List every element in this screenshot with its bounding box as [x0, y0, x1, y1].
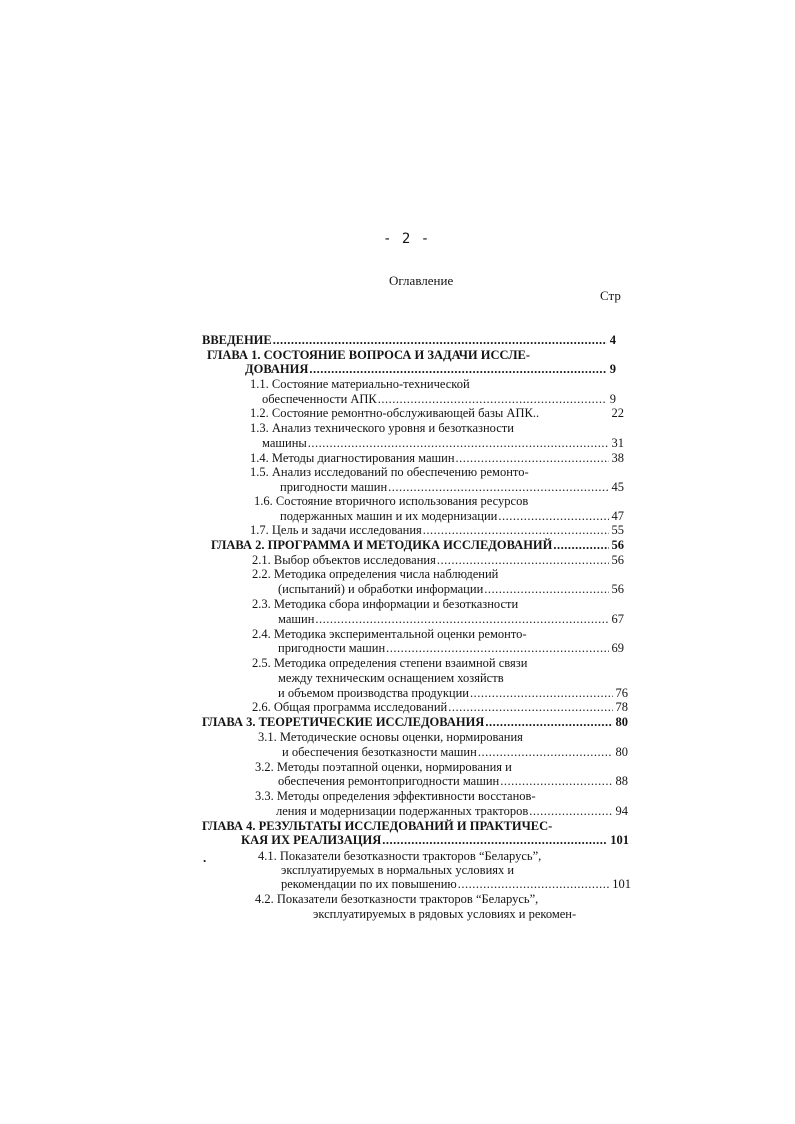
- toc-section-3-1-line1: 3.1. Методические основы оценки, нормирования: [258, 730, 523, 744]
- toc-chapter-1-line1: ГЛАВА 1. СОСТОЯНИЕ ВОПРОСА И ЗАДАЧИ ИССЛЕ-: [207, 348, 531, 362]
- toc-section-1-4: 1.4. Методы диагностирования машин ..... 38: [250, 451, 624, 466]
- page-number: - 2 -: [383, 231, 431, 247]
- toc-section-3-1: и обеспечения безотказности машин ..... 80: [282, 745, 628, 760]
- toc-section-3-3-line1: 3.3. Методы определения эффективности восстанов-: [255, 789, 536, 803]
- toc-section-2-3: машин ..... 67: [278, 612, 624, 627]
- toc-chapter-4: КАЯ ИХ РЕАЛИЗАЦИЯ ..... 101: [241, 833, 629, 848]
- toc-entry-intro: ВВЕДЕНИЕ ..... 4: [202, 333, 616, 348]
- toc-section-4-1-line1: 4.1. Показатели безотказности тракторов “Беларусь”,: [258, 849, 542, 863]
- toc-section-3-2-line1: 3.2. Методы поэтапной оценки, нормирования и: [255, 760, 512, 774]
- toc-chapter-4-line1: ГЛАВА 4. РЕЗУЛЬТАТЫ ИССЛЕДОВАНИЙ И ПРАКТИЧЕС-: [202, 819, 553, 833]
- toc-section-1-6: подержанных машин и их модернизации ..... 47: [280, 509, 624, 524]
- toc-section-1-1: обеспеченности АПК ..... 9: [262, 392, 616, 407]
- toc-chapter-2: ГЛАВА 2. ПРОГРАММА И МЕТОДИКА ИССЛЕДОВАНИЙ ..... 56: [211, 538, 624, 553]
- toc-section-2-4: пригодности машин ..... 69: [278, 641, 624, 656]
- toc-section-4-1: рекомендации по их повышению ..... 101: [281, 877, 631, 892]
- toc-section-1-3-line1: 1.3. Анализ технического уровня и безотказности: [250, 421, 514, 435]
- toc-section-4-2-line2: эксплуатируемых в рядовых условиях и рекомен-: [313, 907, 577, 921]
- toc-section-3-2: обеспечения ремонтопригодности машин ..... 88: [278, 774, 628, 789]
- toc-section-2-5-line1: 2.5. Методика определения степени взаимной связи: [252, 656, 528, 670]
- toc-section-4-2-line1: 4.2. Показатели безотказности тракторов “Беларусь”,: [255, 892, 539, 906]
- toc-section-2-6: 2.6. Общая программа исследований ..... 78: [252, 700, 628, 715]
- toc-section-1-5-line1: 1.5. Анализ исследований по обеспечению ремонто-: [250, 465, 529, 479]
- toc-section-3-3: ления и модернизации подержанных тракторов ..... 94: [276, 804, 628, 819]
- toc-section-2-4-line1: 2.4. Методика экспериментальной оценки ремонто-: [252, 627, 527, 641]
- toc-section-2-5-line2: между техническим оснащением хозяйств: [278, 671, 504, 685]
- toc-section-1-7: 1.7. Цель и задачи исследования ..... 55: [250, 523, 624, 538]
- toc-section-1-2: 1.2. Состояние ремонтно-обслуживающей базы АПК.. 22: [250, 406, 624, 420]
- toc-section-1-5: пригодности машин ..... 45: [280, 480, 624, 495]
- toc-section-2-2: (испытаний) и обработки информации ..... 56: [278, 582, 624, 597]
- toc-title: Оглавление: [389, 273, 454, 288]
- page-column-header: Стр: [600, 288, 621, 303]
- toc-section-2-5: и объемом производства продукции ..... 76: [278, 686, 628, 701]
- toc-section-2-1: 2.1. Выбор объектов исследования ..... 56: [252, 553, 624, 568]
- toc-chapter-3: ГЛАВА 3. ТЕОРЕТИЧЕСКИЕ ИССЛЕДОВАНИЯ ..... 80: [202, 715, 628, 730]
- toc-section-2-3-line1: 2.3. Методика сбора информации и безотказности: [252, 597, 519, 611]
- toc-section-4-1-line2: эксплуатируемых в нормальных условиях и: [281, 863, 515, 877]
- margin-mark: .: [203, 850, 207, 865]
- toc-section-1-3: машины ..... 31: [262, 436, 624, 451]
- toc-section-1-1-line1: 1.1. Состояние материально-технической: [250, 377, 470, 391]
- toc-section-2-2-line1: 2.2. Методика определения числа наблюдений: [252, 567, 499, 581]
- toc-section-1-6-line1: 1.6. Состояние вторичного использования ресурсов: [254, 494, 529, 508]
- toc-chapter-1: ДОВАНИЯ ..... 9: [245, 362, 616, 377]
